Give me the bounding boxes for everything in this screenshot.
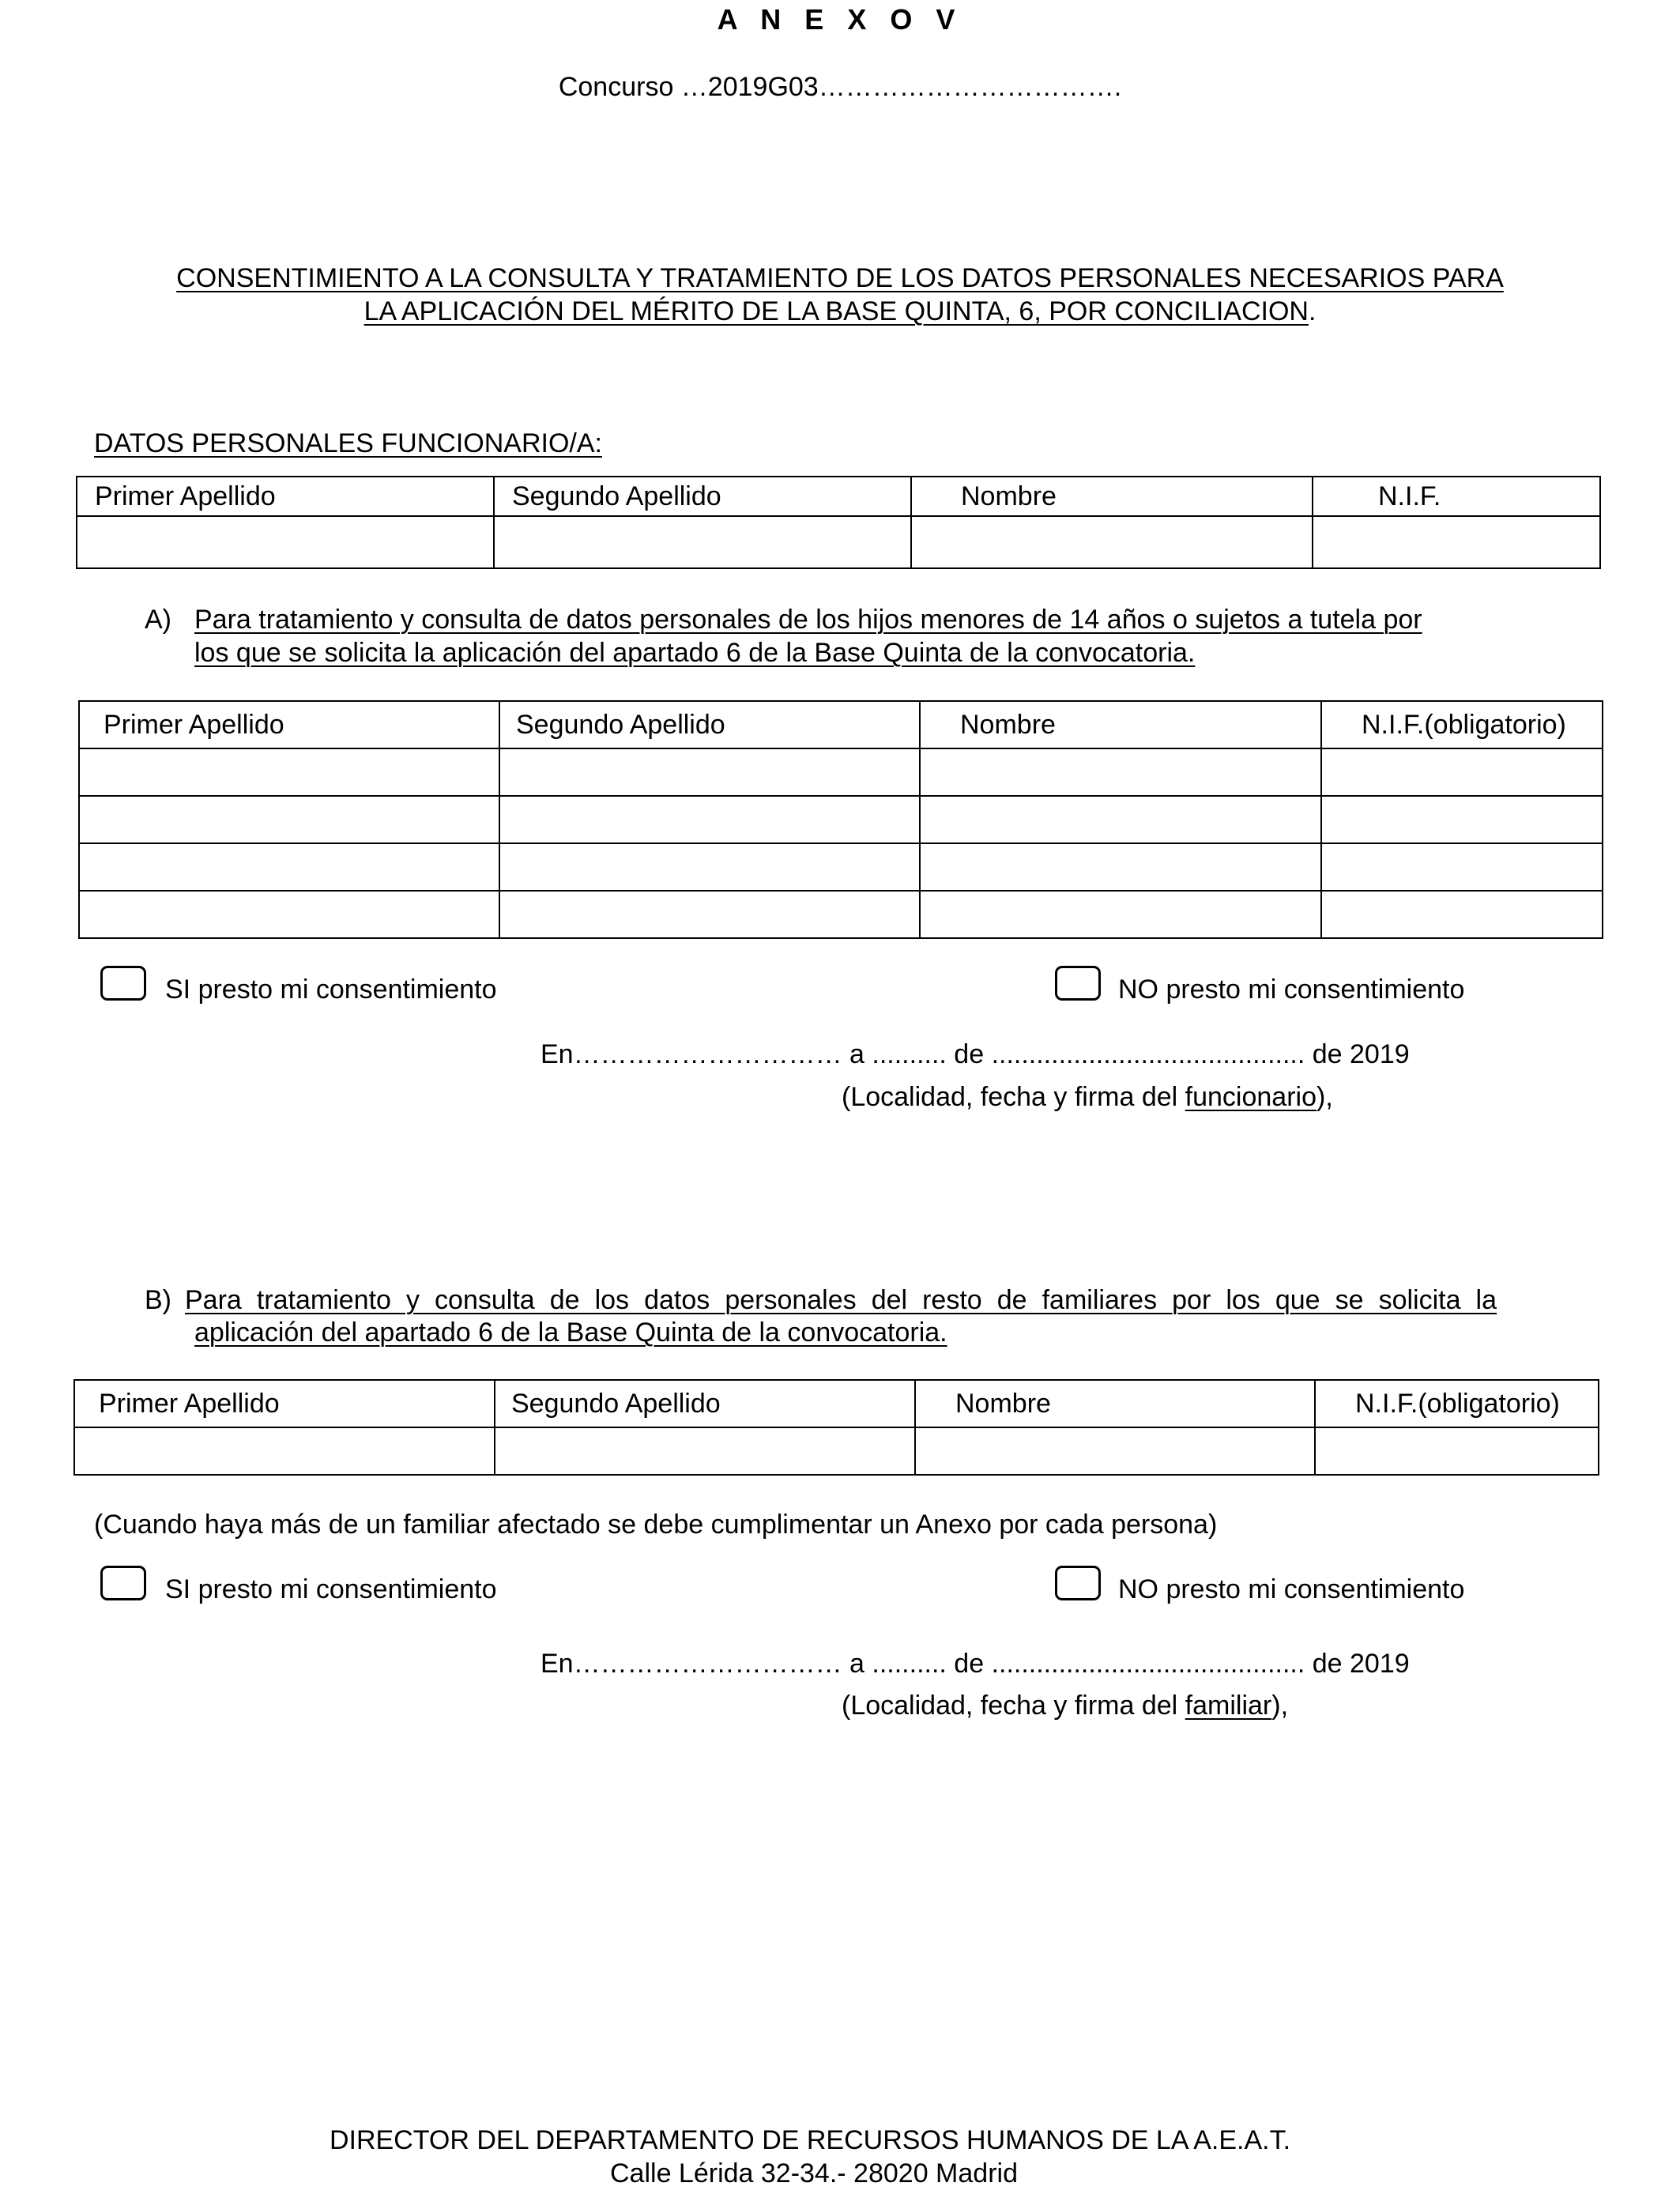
signature-suffix-b: ), xyxy=(1271,1691,1289,1721)
column-header: Nombre xyxy=(915,1380,1315,1427)
section-b-marker: B) xyxy=(145,1285,171,1315)
signature-suffix-a: ), xyxy=(1317,1082,1333,1112)
footer-recipient: DIRECTOR DEL DEPARTAMENTO DE RECURSOS HUMANOS DE LA A.E.A.T. xyxy=(329,2125,1291,2155)
section-b-text-line2: aplicación del apartado 6 de la Base Quinta de la convocatoria. xyxy=(194,1318,947,1348)
si-consent-label-a: SI presto mi consentimiento xyxy=(165,974,497,1005)
table-header-row xyxy=(77,477,1600,516)
no-consent-label-b: NO presto mi consentimiento xyxy=(1118,1574,1465,1604)
column-header: Nombre xyxy=(911,477,1313,516)
signature-caption-a xyxy=(842,1081,1333,1113)
nif-field[interactable] xyxy=(1321,891,1603,938)
nif-field[interactable] xyxy=(1313,516,1600,568)
footer-address: Calle Lérida 32-34.- 28020 Madrid xyxy=(610,2158,1018,2188)
signature-word-a: funcionario xyxy=(1185,1082,1317,1112)
section-b-text-line1: Para tratamiento y consulta de los datos personales del resto de familiares por los que se solicita la xyxy=(185,1285,1497,1315)
column-header: N.I.F.(obligatorio) xyxy=(1315,1380,1599,1427)
section-a-text-line2: los que se solicita la aplicación del apartado 6 de la Base Quinta de la convocatoria. xyxy=(194,638,1196,668)
column-header: N.I.F.(obligatorio) xyxy=(1321,701,1603,748)
segundo-apellido-field[interactable] xyxy=(499,748,920,796)
primer-apellido-field[interactable] xyxy=(79,796,499,843)
nif-field[interactable] xyxy=(1321,748,1603,796)
annex-title: A N E X O V xyxy=(717,3,963,36)
signature-caption-b xyxy=(842,1690,1288,1721)
section-a-table xyxy=(78,700,1603,939)
primer-apellido-field[interactable] xyxy=(79,891,499,938)
nombre-field[interactable] xyxy=(915,1427,1315,1475)
section-b-table xyxy=(73,1379,1599,1476)
nombre-field[interactable] xyxy=(920,796,1321,843)
primer-apellido-field[interactable] xyxy=(74,1427,495,1475)
nif-field[interactable] xyxy=(1321,843,1603,891)
si-consent-label-b: SI presto mi consentimiento xyxy=(165,1574,497,1604)
consent-heading-line1-text: CONSENTIMIENTO A LA CONSULTA Y TRATAMIENTO DE LOS DATOS PERSONALES NECESARIOS PARA xyxy=(176,263,1504,293)
column-header: Segundo Apellido xyxy=(494,477,911,516)
column-header: N.I.F. xyxy=(1313,477,1600,516)
consent-heading-line2-text: LA APLICACIÓN DEL MÉRITO DE LA BASE QUINTA, 6, POR CONCILIACION xyxy=(363,296,1309,326)
nombre-field[interactable] xyxy=(920,843,1321,891)
date-line-b: En………………………… a .......... de .......................................... de 2019 xyxy=(541,1649,1410,1679)
table-row xyxy=(79,748,1603,796)
table-row xyxy=(77,516,1600,568)
table-row xyxy=(79,843,1603,891)
signature-prefix-a: (Localidad, fecha y firma del xyxy=(842,1082,1185,1112)
section-a-marker: A) xyxy=(145,605,171,635)
section-a-text-line1: Para tratamiento y consulta de datos personales de los hijos menores de 14 años o sujetos a tutela por xyxy=(194,605,1422,635)
no-consent-label-a: NO presto mi consentimiento xyxy=(1118,974,1465,1005)
segundo-apellido-field[interactable] xyxy=(499,843,920,891)
column-header: Primer Apellido xyxy=(77,477,494,516)
column-header: Nombre xyxy=(920,701,1321,748)
column-header: Segundo Apellido xyxy=(499,701,920,748)
nombre-field[interactable] xyxy=(920,891,1321,938)
table-row xyxy=(79,796,1603,843)
signature-word-b: familiar xyxy=(1185,1691,1272,1721)
table-row xyxy=(74,1427,1599,1475)
segundo-apellido-field[interactable] xyxy=(494,516,911,568)
table-header-row xyxy=(74,1380,1599,1427)
funcionario-section-label: DATOS PERSONALES FUNCIONARIO/A: xyxy=(94,428,602,458)
consent-heading-tail: . xyxy=(1308,296,1317,326)
primer-apellido-field[interactable] xyxy=(77,516,494,568)
column-header: Primer Apellido xyxy=(74,1380,495,1427)
si-consent-checkbox-b[interactable] xyxy=(100,1566,146,1600)
primer-apellido-field[interactable] xyxy=(79,748,499,796)
nif-field[interactable] xyxy=(1315,1427,1599,1475)
table-row xyxy=(79,891,1603,938)
segundo-apellido-field[interactable] xyxy=(495,1427,915,1475)
primer-apellido-field[interactable] xyxy=(79,843,499,891)
segundo-apellido-field[interactable] xyxy=(499,891,920,938)
segundo-apellido-field[interactable] xyxy=(499,796,920,843)
funcionario-table xyxy=(76,476,1601,569)
date-line-a: En………………………… a .......... de .......................................... de 2019 xyxy=(541,1039,1410,1069)
consent-heading-line2 xyxy=(0,296,1680,327)
nif-field[interactable] xyxy=(1321,796,1603,843)
concurso-line: Concurso …2019G03……………………………. xyxy=(558,72,1122,102)
nombre-field[interactable] xyxy=(920,748,1321,796)
no-consent-checkbox-b[interactable] xyxy=(1055,1566,1101,1600)
no-consent-checkbox-a[interactable] xyxy=(1055,966,1101,1001)
table-header-row xyxy=(79,701,1603,748)
column-header: Primer Apellido xyxy=(79,701,499,748)
nombre-field[interactable] xyxy=(911,516,1313,568)
multiple-relatives-note: (Cuando haya más de un familiar afectado se debe cumplimentar un Anexo por cada persona) xyxy=(94,1510,1218,1540)
signature-prefix-b: (Localidad, fecha y firma del xyxy=(842,1691,1185,1721)
column-header: Segundo Apellido xyxy=(495,1380,915,1427)
consent-heading-line1 xyxy=(0,262,1680,294)
si-consent-checkbox-a[interactable] xyxy=(100,966,146,1001)
